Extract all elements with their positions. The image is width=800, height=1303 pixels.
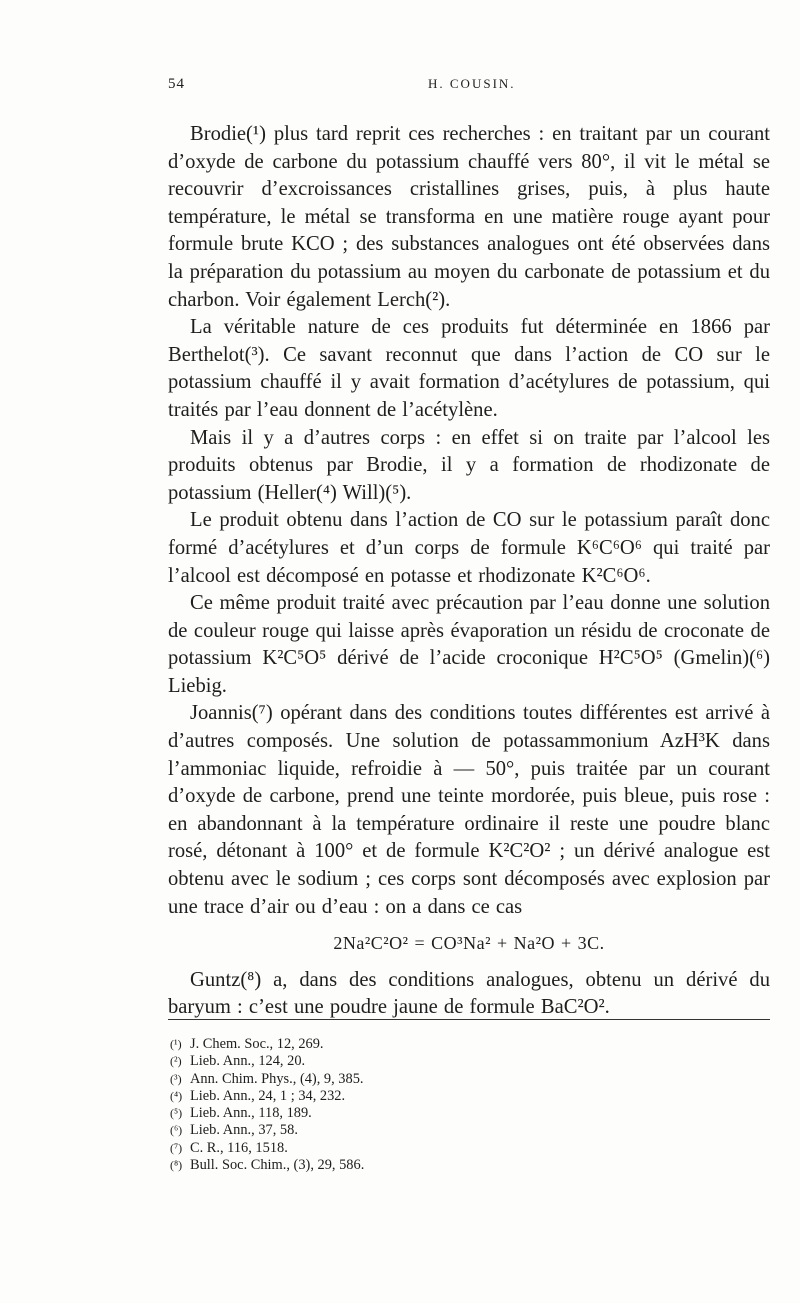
page-number: 54: [168, 76, 185, 92]
footnote: [170, 1053, 570, 1070]
footnote: [170, 1088, 570, 1105]
paragraph-brodie: Brodie(¹) plus tard reprit ces recherches : en traitant par un courant d’oxyde de carbone du potassium chauffé vers 80°, il vit le métal se recouvrir d’excroissances cristallines grises, puis, à plus haute température, le métal se transforma en une matière rouge ayant pour formule brute KCO ; des substances analogues ont été observées dans la préparation du potassium au moyen du carbonate de potassium et du charbon. Voir également Lerch(²).: [168, 123, 770, 311]
footnote-mark: (²): [170, 1054, 182, 1069]
footnote-text: Lieb. Ann., 37, 58.: [190, 1122, 298, 1139]
footnote-mark: (⁵): [170, 1106, 183, 1121]
footnotes: [170, 1036, 570, 1174]
footnote-rule: [168, 1019, 770, 1020]
footnote: [170, 1140, 570, 1157]
paragraph-croconate: Ce même produit traité avec précaution par l’eau donne une solution de couleur rouge qui laisse après évaporation un résidu de croconate de potassium K²C⁵O⁵ dérivé de l’acide croconique H²C⁵O⁵ (Gmelin)(⁶) Liebig.: [168, 592, 770, 697]
running-head: [168, 76, 768, 98]
footnote: [170, 1122, 570, 1139]
body-text: [168, 121, 770, 1022]
footnote-mark: (⁶): [170, 1123, 183, 1138]
footnote-text: Bull. Soc. Chim., (3), 29, 586.: [190, 1157, 365, 1174]
paragraph-rhodizonate: Mais il y a d’autres corps : en effet si on traite par l’alcool les produits obtenus par Brodie, il y a formation de rhodizonate de potassium (Heller(⁴) Will)(⁵).: [168, 426, 770, 504]
footnote-text: Lieb. Ann., 24, 1 ; 34, 232.: [190, 1087, 346, 1104]
paragraph-berthelot: La véritable nature de ces produits fut déterminée en 1866 par Berthelot(³). Ce savant reconnut que dans l’action de CO sur le potassium chauffé il y avait formation d’acétylures de potassium, qui traités par l’eau donnent de l’acétylène.: [168, 316, 770, 421]
running-title: H. COUSIN.: [428, 76, 516, 91]
footnote-mark: (¹): [170, 1037, 182, 1051]
footnote-text: C. R., 116, 1518.: [190, 1139, 288, 1156]
paragraph-joannis: Joannis(⁷) opérant dans des conditions toutes différentes est arrivé à d’autres composés. Une solution de potassammonium AzH³K dans l’ammoniac liquide, refroidie à — 50°, puis traitée par un courant d’oxyde de carbone, prend une teinte mordorée, puis bleue, puis rose : en abandonnant à la température ordinaire il reste une poudre blanc rosé, détonant à 100° et de formule K²C²O² ; un dérivé analogue est obtenu avec le sodium ; ces corps sont décomposés avec explosion par une trace d’air ou d’eau : on a dans ce cas: [168, 702, 770, 918]
chemical-equation: 2Na²C²O² = CO³Na² + Na²O + 3C.: [333, 933, 605, 954]
footnote-text: Lieb. Ann., 124, 20.: [190, 1053, 306, 1070]
footnote: [170, 1157, 570, 1174]
footnote-mark: (⁷): [170, 1140, 183, 1155]
footnote-text: Lieb. Ann., 118, 189.: [190, 1105, 312, 1122]
paragraph-produit: Le produit obtenu dans l’action de CO sur le potassium paraît donc formé d’acétylures et d’un corps de formule K⁶C⁶O⁶ qui traité par l’alcool est décomposé en potasse et rhodizonate K²C⁶O⁶.: [168, 509, 770, 587]
footnote-mark: (⁴): [170, 1088, 183, 1103]
footnote: [170, 1105, 570, 1122]
footnote: [170, 1036, 570, 1053]
paragraph-guntz: Guntz(⁸) a, dans des conditions analogues, obtenu un dérivé du baryum : c’est une poudre jaune de formule BaC²O².: [168, 968, 770, 1019]
footnote-mark: (³): [170, 1071, 182, 1086]
footnote-text: Ann. Chim. Phys., (4), 9, 385.: [190, 1070, 364, 1087]
footnote-text: J. Chem. Soc., 12, 269.: [190, 1036, 324, 1052]
footnote-mark: (⁸): [170, 1158, 183, 1173]
footnote: [170, 1071, 570, 1088]
